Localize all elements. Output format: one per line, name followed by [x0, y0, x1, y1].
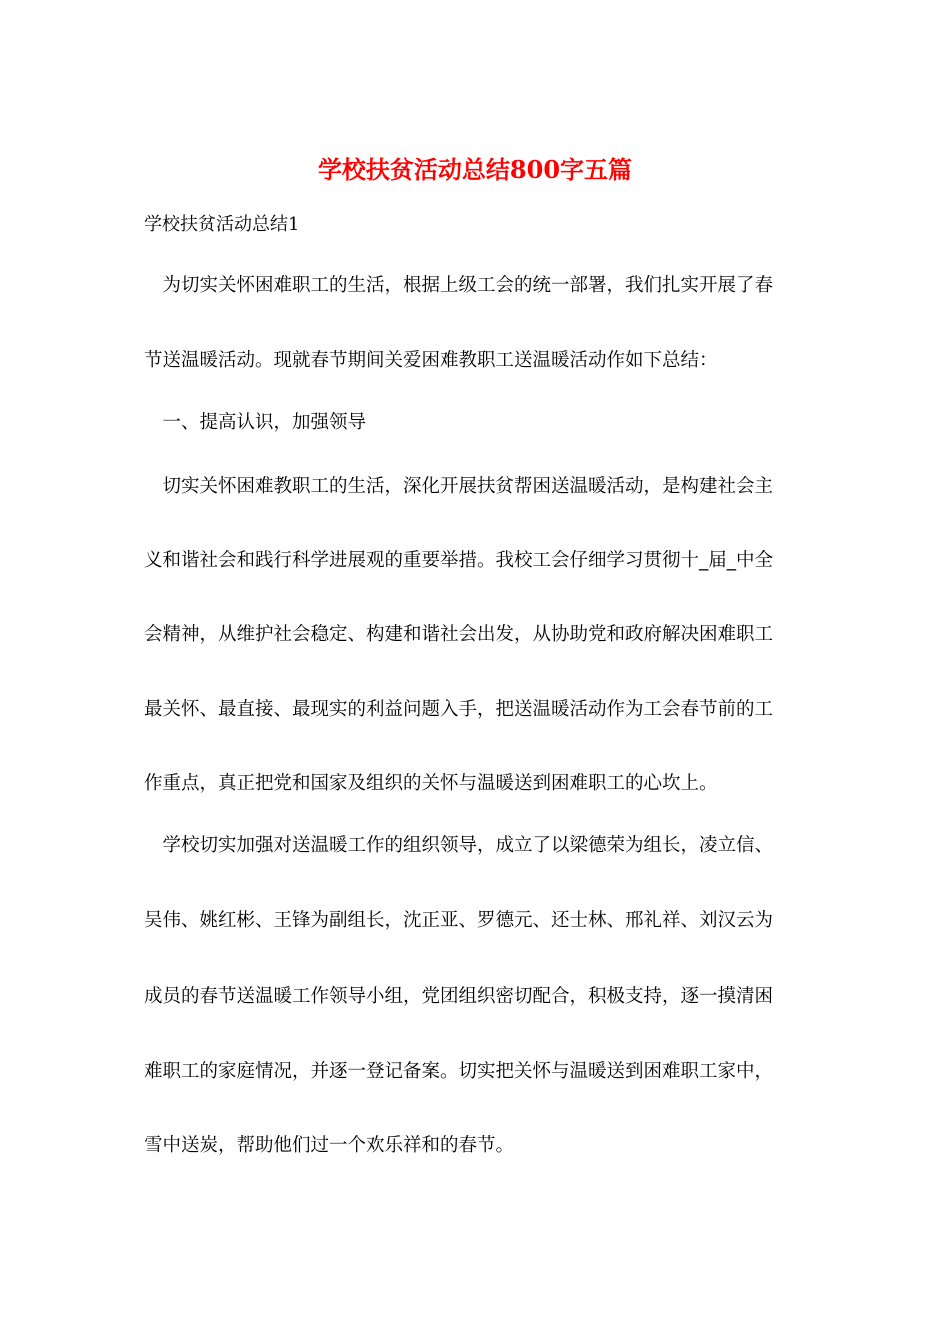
body-line: 学校切实加强对送温暖工作的组织领导，成立了以梁德荣为组长，凌立信、	[144, 835, 774, 856]
body-line: 最关怀、最直接、最现实的利益问题入手，把送温暖活动作为工会春节前的工	[144, 699, 774, 720]
document-title: 学校扶贫活动总结800字五篇	[317, 155, 633, 184]
body-line: 吴伟、姚红彬、王锋为副组长，沈正亚、罗德元、还士林、邢礼祥、刘汉云为	[144, 910, 774, 931]
body-line: 成员的春节送温暖工作领导小组，党团组织密切配合，积极支持，逐一摸清困	[144, 986, 774, 1007]
body-line: 作重点，真正把党和国家及组织的关怀与温暖送到困难职工的心坎上。	[144, 773, 718, 794]
body-line: 义和谐社会和践行科学进展观的重要举措。我校工会仔细学习贯彻十_届_中全	[144, 550, 774, 571]
section-subtitle: 学校扶贫活动总结1	[144, 214, 300, 235]
body-line: 雪中送炭，帮助他们过一个欢乐祥和的春节。	[144, 1135, 515, 1156]
body-line: 难职工的家庭情况，并逐一登记备案。切实把关怀与温暖送到困难职工家中，	[144, 1061, 774, 1082]
body-line: 会精神，从维护社会稳定、构建和谐社会出发，从协助党和政府解决困难职工	[144, 624, 774, 645]
section-heading: 一、提高认识，加强领导	[144, 412, 367, 433]
body-line: 节送温暖活动。现就春节期间关爱困难教职工送温暖活动作如下总结：	[144, 350, 718, 371]
body-line: 切实关怀困难教职工的生活，深化开展扶贫帮困送温暖活动，是构建社会主	[144, 476, 774, 497]
body-line: 为切实关怀困难职工的生活，根据上级工会的统一部署，我们扎实开展了春	[144, 275, 774, 296]
